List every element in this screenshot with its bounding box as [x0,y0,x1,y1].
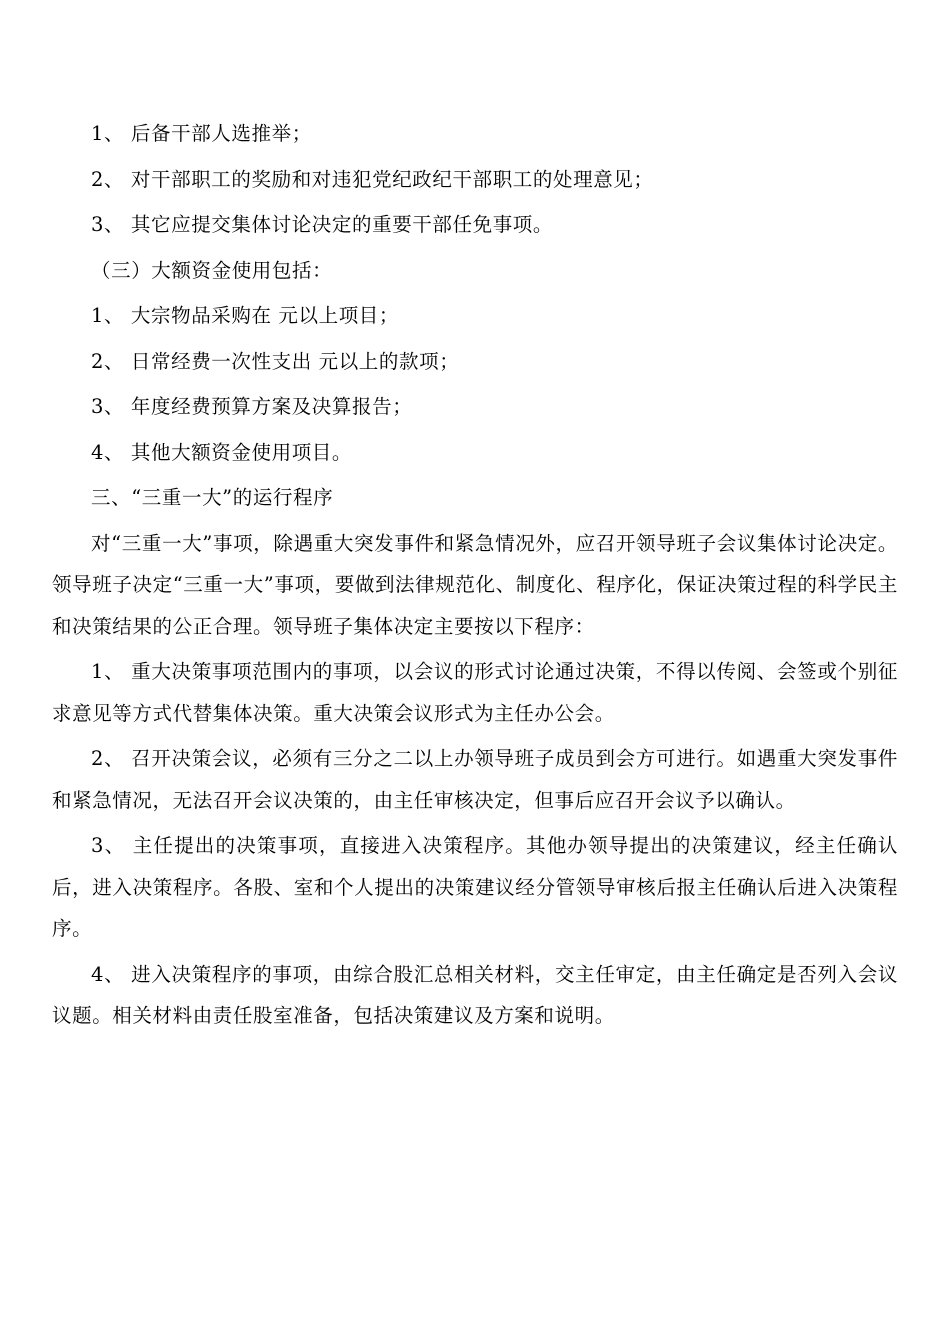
list-item-rewards-and-discipline: 2、 对干部职工的奖励和对违犯党纪政纪干部职工的处理意见； [91,167,654,191]
list-item-bulk-procurement: 1、 大宗物品采购在 元以上项目； [91,304,400,327]
paragraph-procedure-step-4: 4、 进入决策程序的事项，由综合股汇总相关材料，交主任审定，由主任确定是否列入会议议题。相关材料由责任股室准备，包括决策建议及方案和说明。 [52,962,898,1027]
paragraph-procedure-step-2: 2、 召开决策会议，必须有三分之二以上办领导班子成员到会方可进行。如遇重大突发事件和紧急情况，无法召开会议决策的，由主任审核决定，但事后应召开会议予以确认。 [52,747,898,812]
list-item-other-appointments: 3、 其它应提交集体讨论决定的重要干部任免事项。 [91,213,554,236]
section-heading-procedure: 三、“三重一大”的运行程序 [91,486,334,509]
paragraph-procedure-step-3: 3、 主任提出的决策事项，直接进入决策程序。其他办领导提出的决策建议，经主任确认后，进入决策程序。各股、室和个人提出的决策建议经分管领导审核后报主任确认后进入决策程序。 [52,834,898,940]
section-heading-large-funds: （三）大额资金使用包括： [91,258,333,282]
list-item-other-funds: 4、 其他大额资金使用项目。 [91,440,353,464]
paragraph-procedure-intro: 对“三重一大”事项，除遇重大突发事件和紧急情况外，应召开领导班子会议集体讨论决定。领导班子决定“三重一大”事项，要做到法律规范化、制度化、程序化，保证决策过程的科学民主和决策结果的公正合理。领导班子集体决定主要按以下程序： [52,531,898,638]
list-item-budget-report: 3、 年度经费预算方案及决算报告； [91,395,413,418]
list-item-daily-expenditure: 2、 日常经费一次性支出 元以上的款项； [91,349,460,373]
document-body [52,113,898,1041]
list-item-candidate-nomination: 1、 后备干部人选推举； [91,122,312,145]
paragraph-procedure-step-1: 1、 重大决策事项范围内的事项，以会议的形式讨论通过决策，不得以传阅、会签或个别征求意见等方式代替集体决策。重大决策会议形式为主任办公会。 [52,660,898,725]
